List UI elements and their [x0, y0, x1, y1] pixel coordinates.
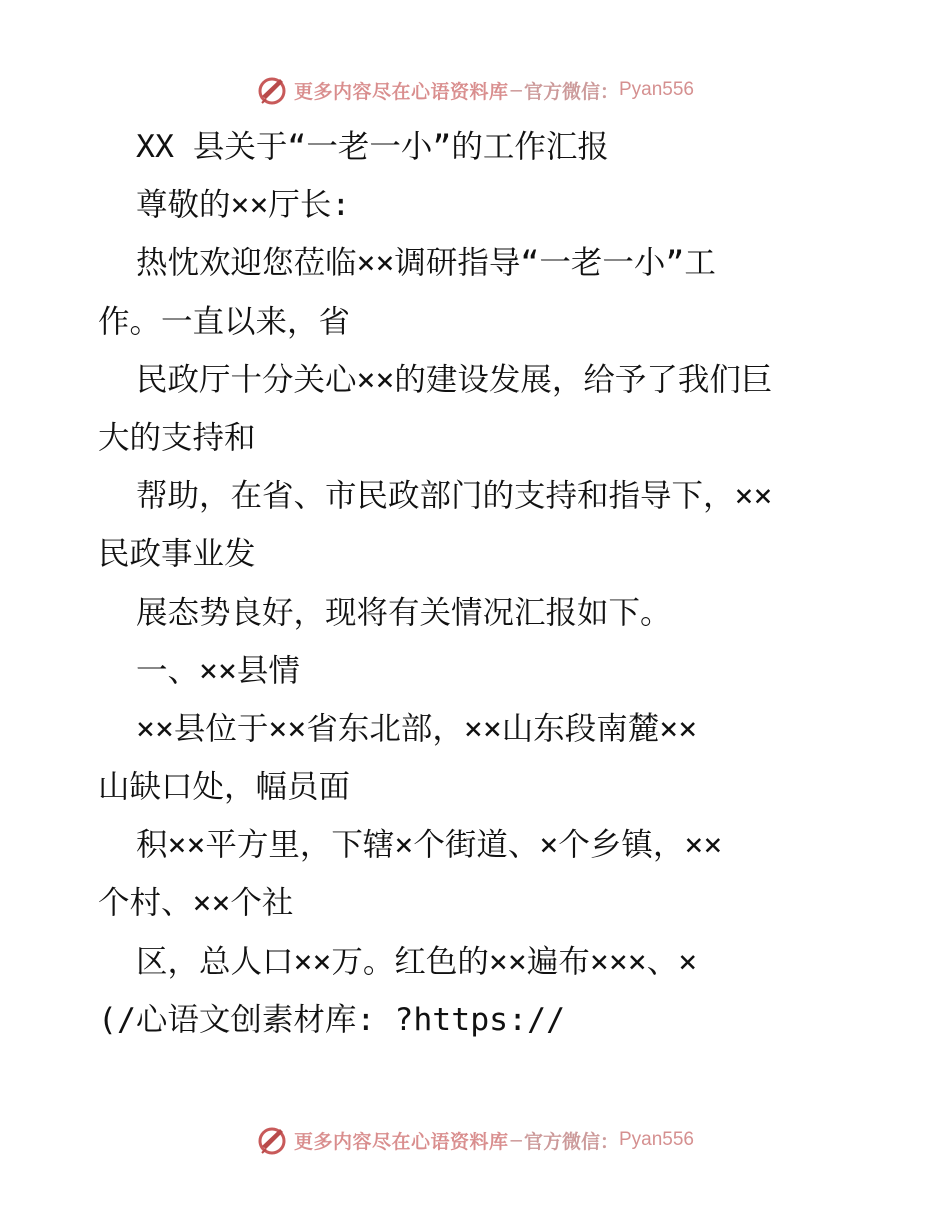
document-line: 帮助，在省、市民政部门的支持和指导下，×× [136, 478, 773, 515]
document-line: 大的支持和 [98, 419, 256, 456]
document-line: 展态势良好，现将有关情况汇报如下。 [136, 594, 672, 631]
quill-logo-icon [256, 74, 288, 106]
banner-wechat-label: 官方微信： [523, 1130, 619, 1153]
document-line: (/心语文创素材库: ?https:// [98, 1001, 566, 1038]
document-line: 民政厅十分关心××的建设发展，给予了我们巨 [136, 361, 773, 398]
document-line: 一、××县情 [136, 652, 300, 689]
document-line: 尊敬的××厅长: [136, 187, 351, 224]
document-line: 热忱欢迎您莅临××调研指导“一老一小”工 [136, 245, 716, 282]
document-line: 作。一直以来，省 [98, 303, 351, 340]
banner-wechat-label: 官方微信： [523, 80, 619, 103]
banner-wechat-id: Pyan556 [618, 79, 694, 100]
document-body [98, 118, 858, 1049]
header-watermark-banner [0, 70, 950, 110]
banner-dash: — [510, 79, 522, 101]
banner-brand-text: 更多内容尽在心语资料库 [294, 80, 509, 103]
footer-watermark-banner [0, 1120, 950, 1160]
document-line: 积××平方里，下辖×个街道、×个乡镇，×× [136, 827, 723, 864]
quill-logo-icon [256, 1124, 288, 1156]
document-line: 山缺口处，幅员面 [98, 769, 351, 806]
document-line: 民政事业发 [98, 536, 256, 573]
banner-brand-text: 更多内容尽在心语资料库 [294, 1130, 509, 1153]
banner-wechat-id: Pyan556 [618, 1129, 694, 1150]
document-line: 区，总人口××万。红色的××遍布×××、× [136, 943, 698, 980]
document-line: 个村、××个社 [98, 885, 294, 922]
document-line: XX 县关于“一老一小”的工作汇报 [136, 129, 609, 165]
document-line: ××县位于××省东北部，××山东段南麓×× [136, 710, 698, 747]
banner-dash: — [510, 1129, 522, 1151]
